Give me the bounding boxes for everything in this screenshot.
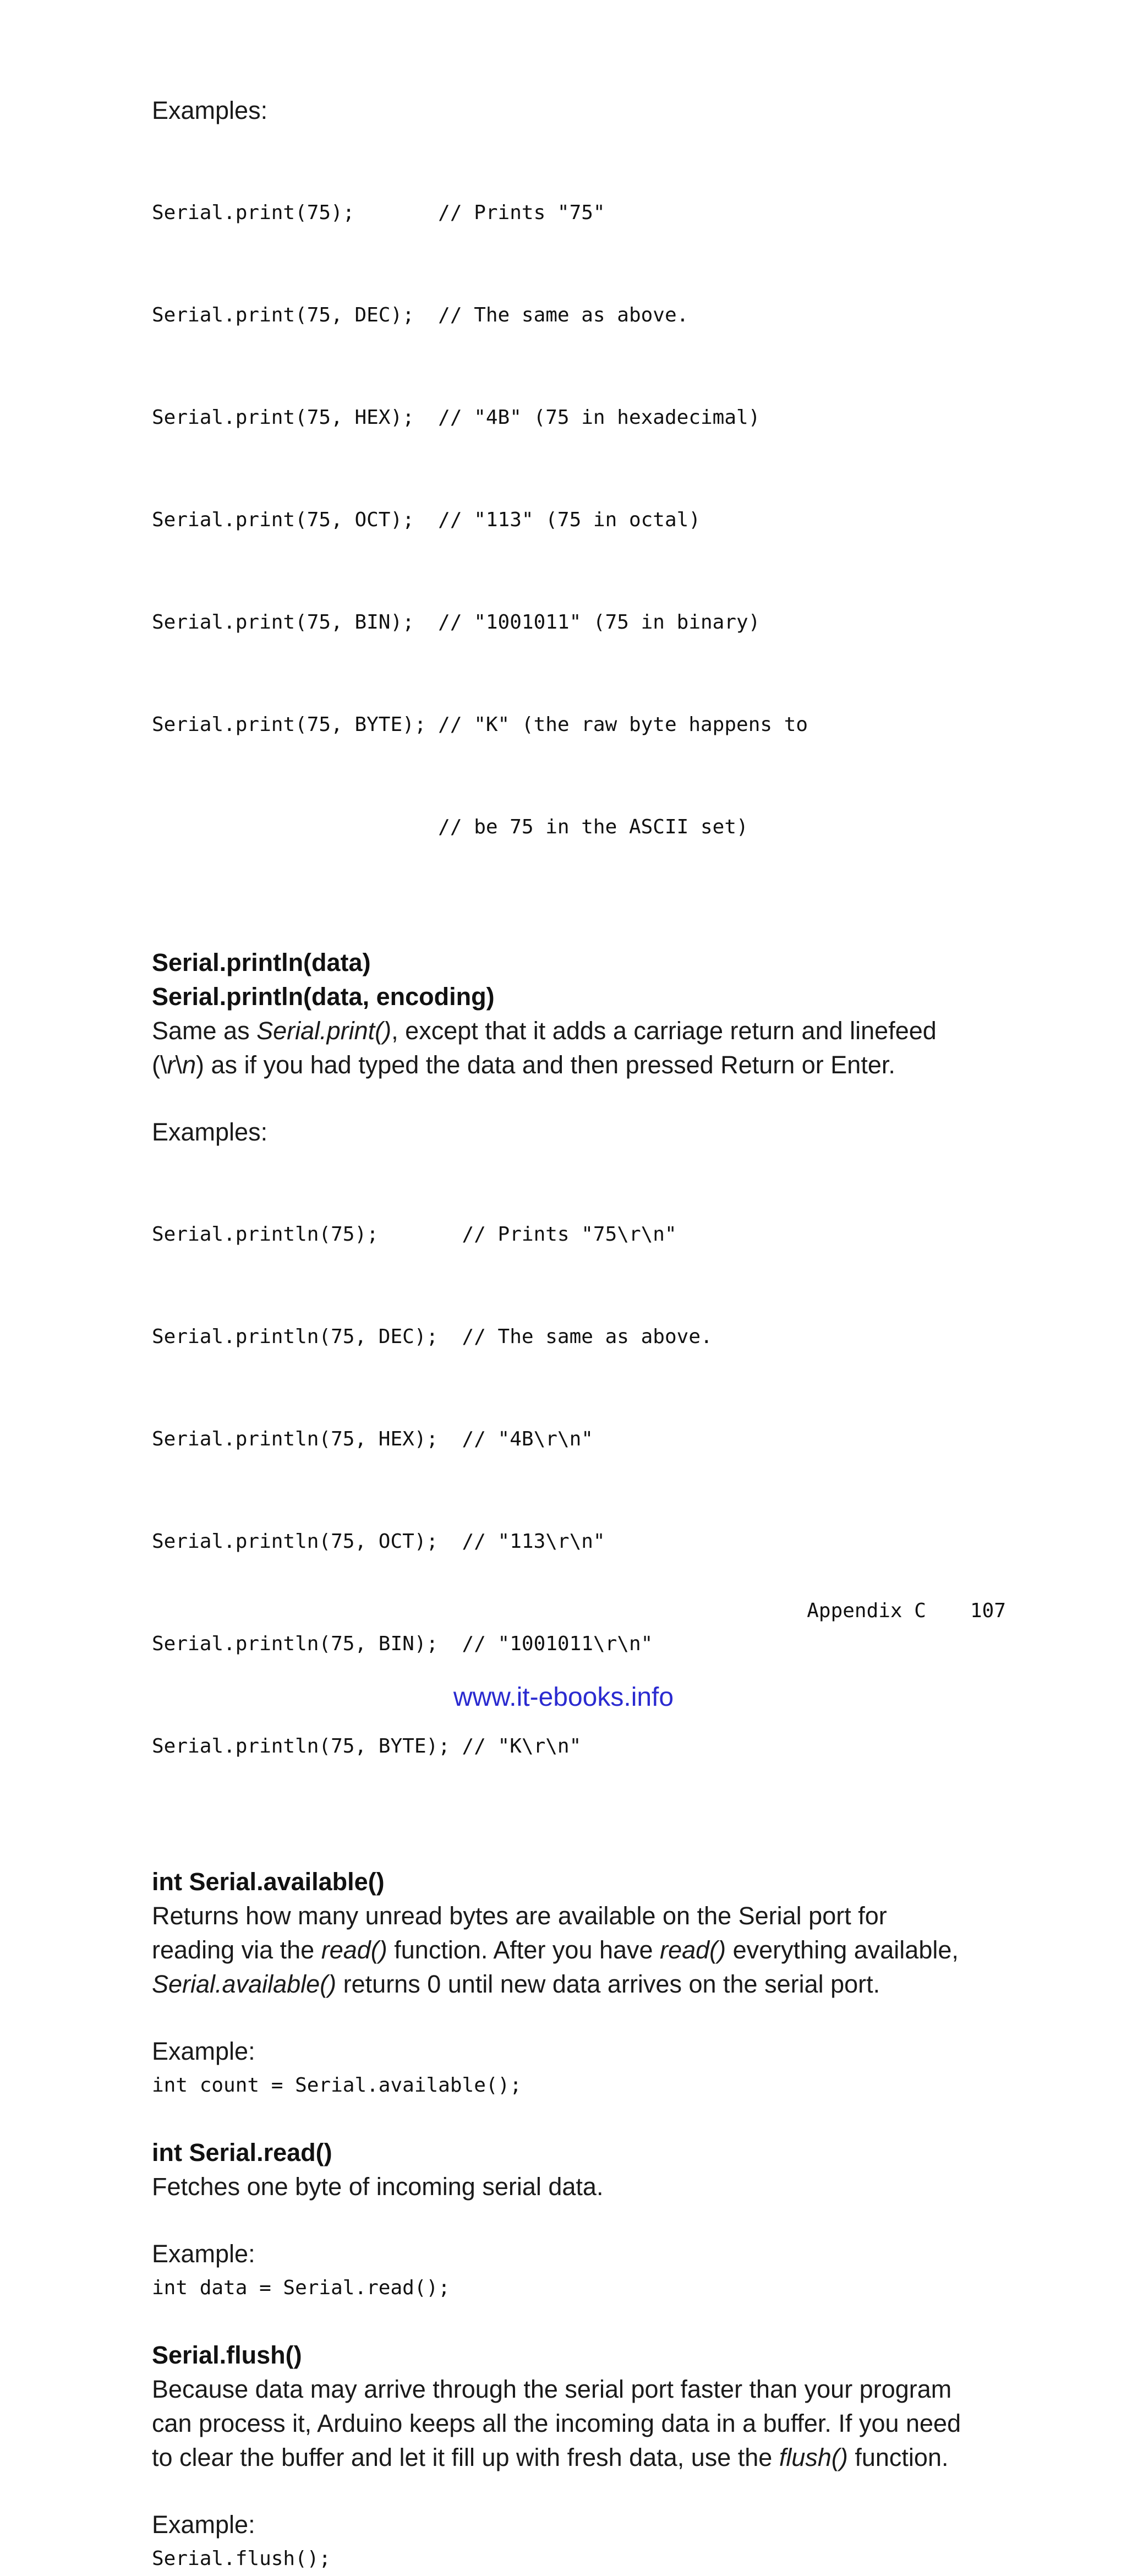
text: everything available, [726,1936,959,1964]
example-label-read: Example: [152,2240,255,2268]
example-label-available: Example: [152,2037,255,2065]
page-footer [807,1600,1006,1622]
code-line: Serial.println(75, HEX); // "4B\r\n" [152,1428,593,1450]
spacer [152,1082,1032,1115]
code-line: Serial.println(75, BYTE); // "K\r\n" [152,1735,582,1758]
heading-println: Serial.println(data) [152,948,371,976]
examples-label-print: Examples: [152,96,268,124]
code-line: int data = Serial.read(); [152,2277,450,2299]
footer-section: Appendix C [807,1600,926,1622]
code-block-println [152,1149,1032,1832]
text: \ [175,1051,183,1079]
text: (\ [152,1051,167,1079]
spacer [152,2305,1032,2338]
example-label-flush: Example: [152,2510,255,2539]
code-line: Serial.println(75, DEC); // The same as above. [152,1325,713,1348]
spacer [152,2001,1032,2034]
text: function. [847,2443,949,2471]
paragraph-available [152,1899,1032,2001]
code-block-available [152,2069,1032,2103]
code-line: Serial.print(75, OCT); // "113" (75 in octal) [152,509,701,531]
code-line: Serial.println(75, OCT); // "113\r\n" [152,1530,605,1553]
code-line: Serial.print(75); // Prints "75" [152,201,605,224]
spacer [152,2204,1032,2237]
code-line: Serial.print(75, BYTE); // "K" (the raw byte happens to [152,713,808,736]
examples-label-println: Examples: [152,1118,268,1146]
code-line: int count = Serial.available(); [152,2074,522,2097]
code-line: Serial.println(75, BIN); // "1001011\r\n" [152,1633,653,1655]
text: Because data may arrive through the serial port faster than your program [152,2375,952,2403]
spacer [152,2475,1032,2508]
text: function. After you have [387,1936,660,1964]
text: can process it, Arduino keeps all the incoming data in a buffer. If you need [152,2409,961,2437]
text-italic: read() [321,1936,387,1964]
text-italic: Serial.print() [256,1017,392,1045]
heading-flush: Serial.flush() [152,2341,302,2369]
text-italic: n [182,1051,196,1079]
code-line: Serial.print(75, BIN); // "1001011" (75 in binary) [152,611,761,634]
text: ) as if you had typed the data and then pressed Return or Enter. [196,1051,895,1079]
spacer [152,1832,1032,1865]
heading-println-encoding: Serial.println(data, encoding) [152,983,495,1011]
text: reading via the [152,1936,321,1964]
text: , except that it adds a carriage return and linefeed [391,1017,937,1045]
code-block-read [152,2271,1032,2305]
code-line: Serial.println(75); // Prints "75\r\n" [152,1223,677,1246]
code-line: Serial.print(75, HEX); // "4B" (75 in hexadecimal) [152,406,761,429]
spacer [152,913,1032,946]
heading-read: int Serial.read() [152,2138,332,2166]
text: returns 0 until new data arrives on the serial port. [336,1970,880,1998]
paragraph-println [152,1014,1032,1082]
heading-available: int Serial.available() [152,1868,385,1896]
text-italic: flush() [779,2443,848,2471]
text-italic: read() [660,1936,726,1964]
text-italic: r [167,1051,176,1079]
paragraph-read: Fetches one byte of incoming serial data. [152,2173,604,2201]
page-number: 107 [970,1600,1006,1622]
code-line: Serial.print(75, DEC); // The same as above. [152,304,689,326]
text: Same as [152,1017,257,1045]
code-line: Serial.flush(); [152,2547,331,2570]
watermark-link[interactable]: www.it-ebooks.info [453,1683,674,1712]
spacer [152,2103,1032,2136]
code-block-flush [152,2542,1032,2576]
text: Returns how many unread bytes are available on the Serial port for [152,1902,887,1930]
text: to clear the buffer and let it fill up with fresh data, use the [152,2443,779,2471]
paragraph-flush [152,2372,1032,2475]
page-content [152,94,1032,2576]
code-block-print [152,128,1032,913]
text-italic: Serial.available() [152,1970,337,1998]
code-line: // be 75 in the ASCII set) [152,816,748,838]
